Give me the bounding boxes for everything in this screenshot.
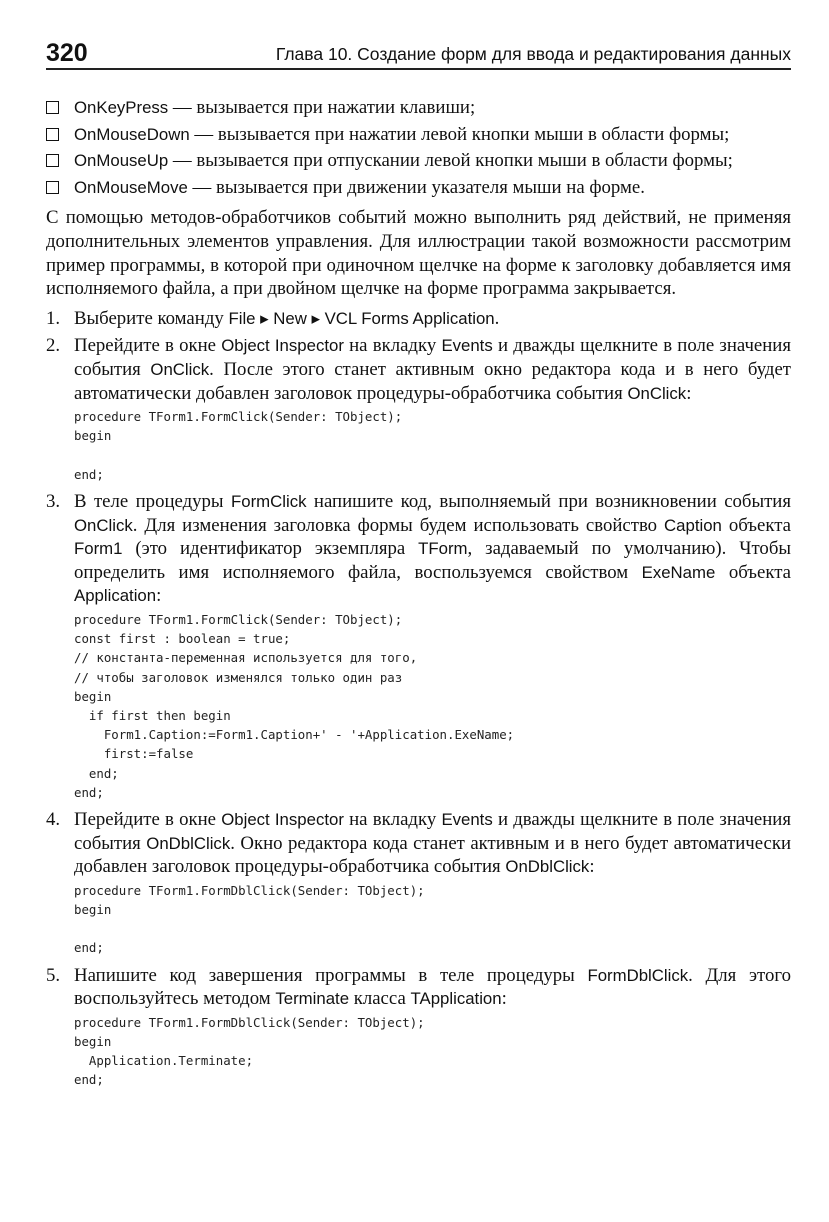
code-block: procedure TForm1.FormDblClick(Sender: TObject); begin Application.Terminate; end;: [74, 1014, 425, 1088]
step-text: [74, 808, 791, 879]
text-run: . Окно редактора кода станет активным и в него будет автоматически добавлен заголовок процедуры-обработчика события: [74, 832, 792, 878]
text-run: объекта: [715, 561, 791, 583]
steps-list: [46, 307, 791, 1090]
step-text: [74, 490, 791, 608]
ui-term: Events: [441, 809, 493, 829]
text-run: на вкладку: [343, 808, 442, 830]
step-number: 3.: [46, 490, 61, 512]
ui-term: ExeName: [641, 562, 716, 582]
event-name: OnMouseMove: [74, 177, 188, 197]
page-body: [46, 96, 791, 1096]
text-run: , задаваемый по умолчанию). Чтобы определить имя исполняемого файла, воспользуемся свойством: [74, 538, 791, 583]
list-item: [46, 964, 791, 1090]
ui-term: FormClick: [230, 491, 307, 511]
event-description: — вызывается при движении указателя мыши на форме.: [187, 176, 645, 198]
list-item: [46, 176, 791, 200]
list-item: [46, 334, 791, 484]
event-description: — вызывается при нажатии левой кнопки мыши в области формы;: [189, 123, 730, 145]
event-name: OnMouseDown: [74, 124, 190, 144]
text-run: . После этого станет активным окно редактора кода и в него будет автоматически добавлен заголовок процедуры-обработчика события: [74, 358, 791, 404]
text-run: Выберите команду: [74, 307, 229, 329]
text-run: объекта: [721, 514, 792, 536]
text-run: .: [494, 307, 500, 329]
text-run: :: [589, 856, 595, 878]
text-run: и дважды щелкните в поле значения события: [74, 808, 791, 854]
code-block: procedure TForm1.FormClick(Sender: TObject); begin end;: [74, 409, 403, 482]
ui-term: Form1: [74, 539, 123, 559]
list-item: [46, 123, 791, 147]
step-text: [74, 964, 791, 1011]
list-item: [46, 96, 791, 120]
step-number: 2.: [46, 335, 61, 357]
code-block: procedure TForm1.FormClick(Sender: TObject); const first : boolean = true; // константа-переменная используется для того, // чтобы заголовок изменялся только один раз begin if first then begin Form1.Caption:=Form1.Caption+' - '+Application.ExeName; first:=false end; end;: [74, 611, 515, 800]
ui-term: OnClick: [627, 383, 687, 403]
chapter-title: Глава 10. Создание форм для ввода и редактирования данных: [275, 44, 791, 64]
text-run: на вкладку: [343, 335, 442, 357]
ui-term: OnClick: [74, 515, 133, 535]
text-run: . Для изменения заголовка формы будем использовать свойство: [132, 514, 665, 536]
list-item: [46, 149, 791, 173]
list-item: [46, 307, 791, 331]
step-text: [74, 307, 791, 331]
step-number: 4.: [46, 808, 61, 830]
event-bullet-list: [46, 96, 791, 199]
text-run: В теле процедуры: [74, 490, 231, 512]
list-item: [46, 490, 791, 802]
text-run: . Для этого воспользуйтесь методом: [74, 964, 791, 1010]
ui-term: Events: [441, 336, 493, 356]
text-run: Напишите код завершения программы в теле процедуры: [74, 964, 588, 986]
text-run: :: [686, 382, 692, 404]
ui-term: FormDblClick: [587, 965, 689, 985]
text-run: класса: [349, 988, 411, 1010]
ui-term: OnClick: [150, 359, 210, 379]
ui-term: Object Inspector: [221, 809, 344, 829]
step-text: [74, 334, 791, 405]
text-run: и дважды щелкните в поле значения события: [74, 335, 791, 380]
ui-term: Terminate: [275, 989, 350, 1009]
text-run: Перейдите в окне: [74, 808, 222, 830]
intro-paragraph: С помощью методов-обработчиков событий можно выполнить ряд действий, не применяя дополнительных элементов управления. Для иллюстрации такой возможности рассмотрим пример программы, в которой при одиночном щелчке на форме к заголовку добавляется имя исполняемого файла, а при двойном щелчке на форме программа закрывается.: [46, 207, 791, 300]
text-run: напишите код, выполняемый при возникновении события: [306, 490, 791, 512]
ui-term: OnDblClick: [146, 833, 231, 853]
page-number: 320: [46, 39, 88, 67]
text-run: Перейдите в окне: [74, 335, 222, 357]
event-description: — вызывается при отпускании левой кнопки мыши в области формы;: [168, 150, 733, 172]
text-run: (это идентификатор экземпляра: [122, 538, 419, 560]
ui-term: Application: [74, 586, 157, 606]
ui-term: Object Inspector: [221, 336, 344, 356]
code-block: procedure TForm1.FormDblClick(Sender: TObject); begin end;: [74, 882, 425, 956]
step-number: 1.: [46, 307, 61, 329]
ui-term: File ▸ New ▸ VCL Forms Application: [228, 308, 495, 328]
text-run: :: [156, 585, 162, 607]
page-header: [46, 38, 791, 70]
event-name: OnMouseUp: [74, 151, 169, 171]
ui-term: OnDblClick: [505, 857, 590, 877]
list-item: [46, 808, 791, 958]
text-run: :: [501, 988, 507, 1010]
ui-term: Caption: [664, 515, 722, 535]
checkbox-bullet-icon: [46, 154, 59, 167]
event-name: OnKeyPress: [74, 98, 169, 117]
step-number: 5.: [46, 964, 61, 986]
checkbox-bullet-icon: [46, 128, 59, 141]
checkbox-bullet-icon: [46, 181, 59, 194]
ui-term: TForm: [418, 539, 468, 559]
ui-term: TApplication: [410, 989, 502, 1009]
event-description: — вызывается при нажатии клавиши;: [168, 97, 476, 118]
checkbox-bullet-icon: [46, 101, 59, 114]
